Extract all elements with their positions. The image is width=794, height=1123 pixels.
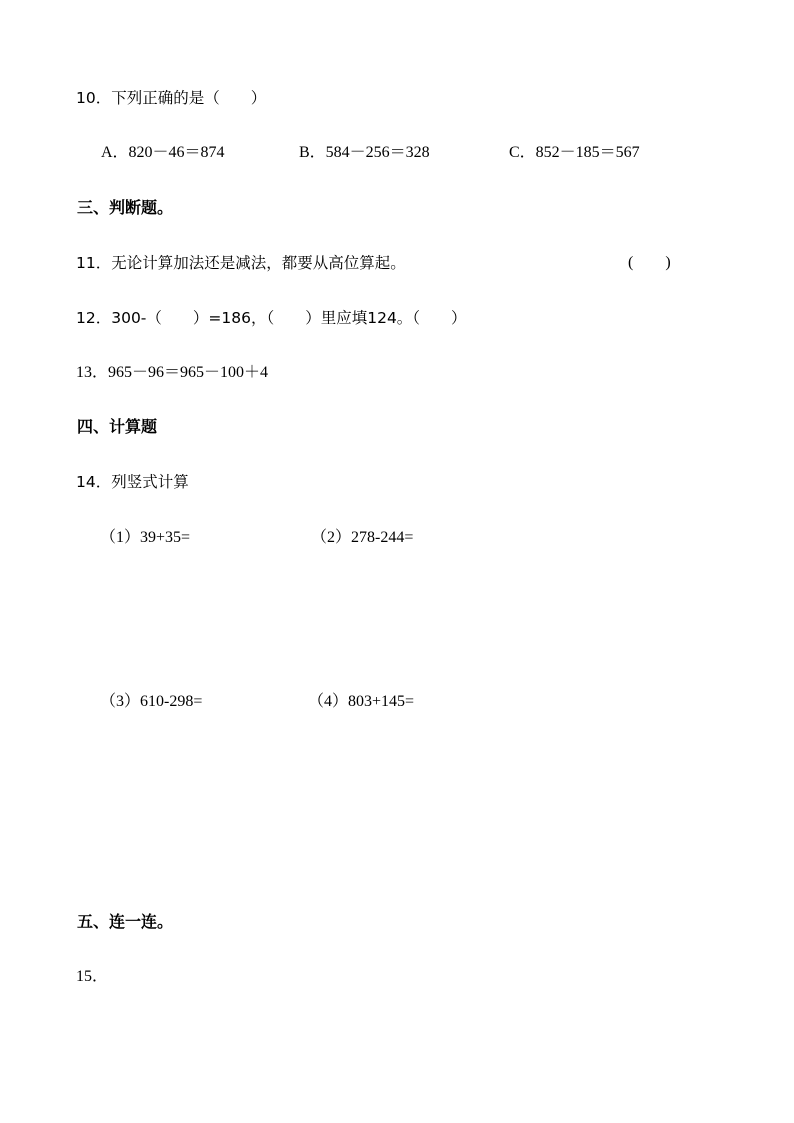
question-14-item-4: （4）803+145= — [308, 693, 415, 710]
section-4-title: 四、计算题 — [77, 417, 158, 436]
question-15-stem: 15． — [76, 968, 109, 985]
question-14-item-1: （1）39+35= — [100, 529, 191, 546]
question-13-stem: 13．965－96＝965－100＋4 — [76, 364, 269, 381]
question-10-stem: 10．下列正确的是（ ） — [76, 89, 267, 107]
question-14-item-3: （3）610-298= — [100, 693, 203, 710]
question-11-answer-blank: ( ) — [628, 254, 671, 271]
section-3-title: 三、判断题。 — [77, 198, 174, 217]
question-10-option-b: B．584－256＝328 — [299, 144, 430, 161]
question-11-stem: 11．无论计算加法还是减法，都要从高位算起。 — [76, 254, 406, 272]
question-10-option-c: C．852－185＝567 — [509, 144, 640, 161]
section-5-title: 五、连一连。 — [77, 912, 174, 931]
question-10-option-a: A．820－46＝874 — [101, 144, 225, 161]
question-14-stem: 14．列竖式计算 — [76, 473, 189, 491]
question-14-item-2: （2）278-244= — [311, 529, 414, 546]
question-12-stem: 12．300-（ ）=186，（ ）里应填124。（ ） — [76, 309, 467, 327]
